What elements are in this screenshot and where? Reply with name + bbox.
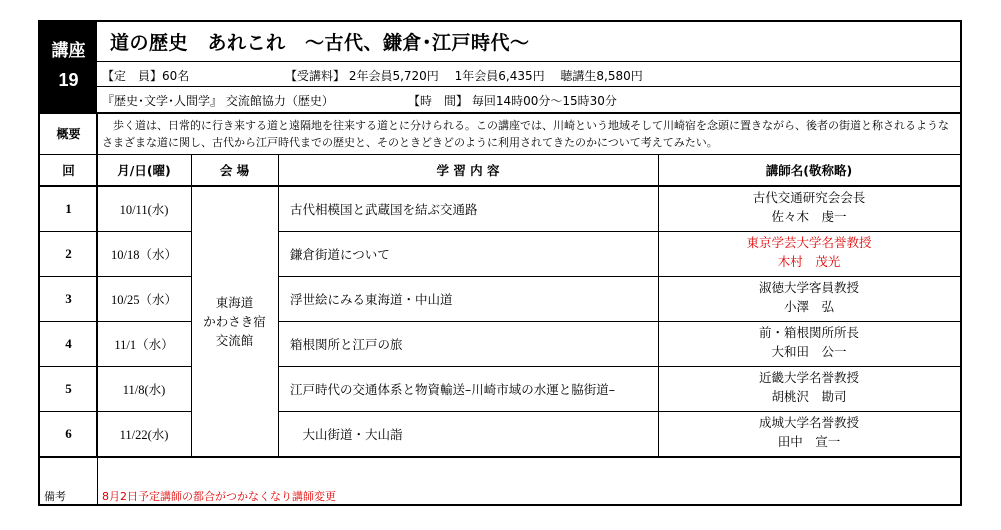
remarks-text: 8月2日予定講師の都合がつかなくなり講師変更 (102, 490, 336, 503)
row-topic: 箱根関所と江戸の旅 (290, 336, 403, 352)
row-date: 11/22(水) (119, 427, 169, 442)
divider (278, 366, 960, 367)
capacity-text: 【定 員】60名 (102, 69, 190, 83)
divider (40, 231, 191, 232)
lecturer-name: 木村 茂光 (777, 254, 841, 269)
divider (658, 154, 659, 456)
divider (191, 154, 192, 456)
course-number-badge (40, 22, 97, 113)
divider (278, 411, 960, 412)
venue-line: 東海道 (215, 294, 254, 310)
header-no: 回 (62, 163, 75, 178)
divider (97, 61, 960, 62)
cooperation-text: 『歴史･文学･人間学』 交流館協力（歴史） (102, 94, 334, 108)
row-date: 10/18（水） (111, 247, 177, 262)
row-topic: 古代相模国と武蔵国を結ぶ交通路 (290, 201, 478, 217)
divider (278, 321, 960, 322)
lecturer-affiliation: 成城大学名誉教授 (758, 415, 859, 430)
row-number: 5 (65, 380, 72, 396)
header-date: 月/日(曜) (117, 163, 171, 178)
lecturer-affiliation: 近畿大学名誉教授 (758, 370, 859, 385)
venue-line: かわさき宿 (203, 313, 266, 329)
row-date: 10/11(水) (119, 202, 169, 217)
row-lecturer (658, 323, 960, 361)
row-topic: 大山街道・大山詣 (290, 426, 403, 442)
divider (97, 456, 98, 506)
row-topic: 浮世絵にみる東海道・中山道 (290, 291, 453, 307)
row-topic: 江戸時代の交通体系と物資輸送–川崎市域の水運と脇街道– (290, 381, 616, 397)
divider (40, 154, 960, 155)
row-lecturer-changed (658, 233, 960, 271)
row-date: 11/1（水） (114, 337, 174, 352)
lecturer-name: 佐々木 虔一 (771, 209, 847, 224)
row-number: 4 (65, 335, 72, 351)
lecturer-name: 大和田 公一 (771, 344, 847, 359)
row-number: 1 (65, 200, 72, 216)
header-venue: 会 場 (219, 163, 250, 178)
divider (40, 456, 960, 458)
remarks-label: 備考 (44, 490, 66, 503)
divider (40, 411, 191, 412)
row-number: 2 (65, 245, 72, 261)
row-date: 11/8(水) (122, 382, 166, 397)
course-number: 19 (58, 70, 79, 90)
lecturer-name: 胡桃沢 勘司 (771, 389, 847, 404)
lecturer-affiliation: 古代交通研究会会長 (752, 190, 866, 205)
divider (40, 185, 960, 187)
time-text: 【時 間】 毎回14時00分～15時30分 (408, 94, 617, 108)
row-lecturer (658, 188, 960, 226)
header-lecturer: 講師名(敬称略) (765, 163, 853, 178)
overview-label: 概要 (56, 127, 81, 141)
divider (278, 231, 960, 232)
row-lecturer (658, 368, 960, 406)
course-title: 道の歴史 あれこれ ～古代、鎌倉･江戸時代～ (110, 32, 530, 54)
divider (278, 154, 279, 456)
divider (40, 321, 191, 322)
lecturer-name: 田中 宣一 (777, 434, 841, 449)
header-content: 学 習 内 容 (436, 163, 500, 178)
divider (40, 276, 191, 277)
row-lecturer (658, 278, 960, 316)
lecturer-affiliation: 前・箱根関所所長 (758, 325, 859, 340)
fee-text: 【受講料】 2年会員5,720円 1年会員6,435円 聴講生8,580円 (285, 69, 643, 83)
lecturer-affiliation: 淑徳大学客員教授 (758, 280, 859, 295)
divider (97, 86, 960, 87)
row-topic: 鎌倉街道について (290, 246, 390, 262)
row-date: 10/25（水） (111, 292, 177, 307)
course-label: 講座 (51, 41, 86, 61)
lecturer-affiliation: 東京学芸大学名誉教授 (746, 235, 872, 250)
venue-cell (191, 186, 278, 456)
venue-line: 交流館 (215, 332, 254, 348)
divider (40, 366, 191, 367)
divider (96, 112, 98, 456)
row-number: 6 (65, 425, 72, 441)
overview-text: 歩く道は、日常的に行き来する道と遠隔地を往来する道とに分けられる。この講座では、川崎という地域そして川崎宿を念頭に置きながら、後者の街道と称されるようなさまざまな道に関し、古代から江戸時代までの歴史と、そのときどきどのように利用されてきたのかについて考えてみたい。 (102, 119, 949, 149)
lecturer-name: 小澤 弘 (783, 299, 834, 314)
row-lecturer (658, 413, 960, 451)
divider (40, 112, 960, 114)
divider (278, 276, 960, 277)
course-sheet (38, 20, 962, 506)
row-number: 3 (65, 290, 72, 306)
